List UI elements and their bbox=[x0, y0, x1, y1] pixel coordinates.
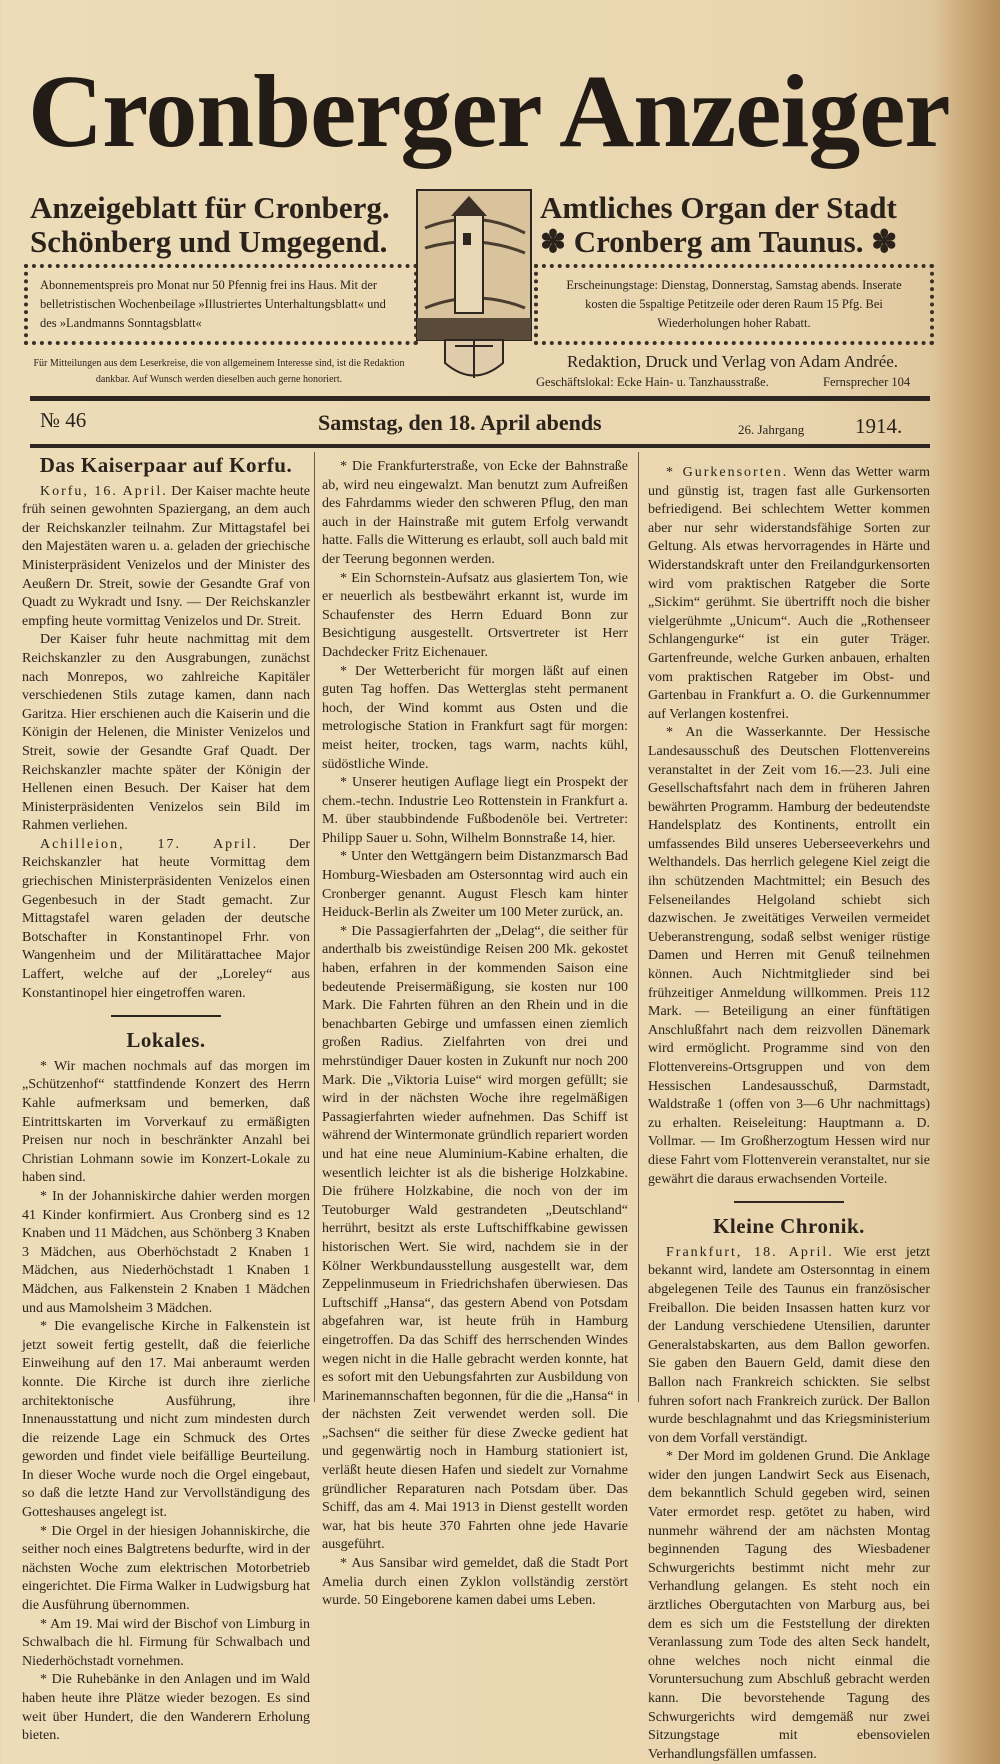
subtitle-left-1: Anzeigeblatt für Cronberg. bbox=[30, 190, 390, 225]
column-3 bbox=[648, 464, 930, 1764]
paragraph: * Die Passagierfahrten der „Delag“, die seither für anderthalb bis zweistündige Reisen 200 Mk. gekostet haben, erfahren in der kommenden Saison eine bedeutende Preisermäßigung, sie kosten nur 100 Mark. Die Fahrten führen an den Rhein und in die benachbarten Gebirge und umfassen einen ziemlich großen Radius. Zielfahrten von drei und mehrstündiger Dauer kosten in Zukunft nur noch 200 Mark. Die „Viktoria Luise“ wird morgen gefüllt; sie wird in der nächsten Woche ihre regelmäßigen Passagierfahrten wieder aufnehmen. Das Schiff ist während der Wintermonate gründlich repariert worden und hat eine neue Aluminium-Kabine erhalten, die wesentlich leichter ist als die bisherige Holzkabine. Die frühere Holzkabine, die noch von der im Teutoburger Wald gestrandeten „Deutschland“ herrührt, besitzt als erste Luftschiffkabine gewissen historischen Wert. Sie wird, nachdem sie in der Kölner Werkbundausstellung ausgestellt war, dem Zeppelinmuseum in Friedrichshafen überwiesen. Das Luftschiff „Hansa“, das gestern Abend von Potsdam abgefahren war, ist heute früh in Hamburg eingetroffen. Da das Schiff des herrschenden Windes wegen nicht in die Halle gebracht werden konnte, hat es sofort mit den Uebungsfahrten zur Ausbildung von Marinemannschaften begonnen, für die die „Hansa“ in der nächsten Zeit verwendet werden soll. Die „Sachsen“ die seither für diese Zwecke gedient hat und gegenwärtig noch in Hamburg stationiert ist, verläßt heute diesen Hafen und siedelt zur Vornahme gründlicher Reparaturen nach Potsdam über. Das Schiff, das am 4. Mai 1913 in Dienst gestellt worden war, hat bis heute 370 Fahrten ohne jede Havarie ausgeführt. bbox=[322, 923, 628, 1553]
paragraph: * Ein Schornstein-Aufsatz aus glasiertem Ton, wie er neuerlich als bestbewährt erkannt ist, wurde im Schaufenster des Herrn Eduard Bonn zur Besichtigung ausgestellt. Ortsvertreter ist Herr Dachdecker Fritz Eichenauer. bbox=[322, 570, 628, 660]
paragraph-text: Der Reichskanzler hat heute Vormittag dem griechischen Ministerpräsidenten Venizelos einen Gegenbesuch in der Stadt gemacht. Zur Mittagstafel waren geladen der deutsche Botschafter in Konstantinopel Frhr. von Wangenheim und der Militärattachee Major Laffert, welche auf der „Loreley“ aus Konstantinopel hier eingetroffen waren. bbox=[22, 836, 310, 1001]
paragraph-text: Wenn das Wetter warm und günstig ist, tragen fast alle Gurkensorten befriedigend. Bei schlechtem Wetter kommen aber nur sehr widerstandsfähige Sorten zur Geltung. Als etwas hervorragendes in Härte und Widerstandskraft unter den Freilandgurkensorten wird vom praktischen Ratgeber die Sorte „Sickim“ gerühmt. Sie übertrifft noch die bisher vielgerühmte „Unicum“. Auch die „Rothenseer Schlangengurke“ ist ein guter Träger. Gartenfreunde, welche Gurken anbauen, erhalten vom praktischen Ratgeber im Obst- und Gartenbau in Frankfurt a. O. die Gurkennummer auf Verlangen kostenfrei. bbox=[648, 465, 931, 722]
column-1 bbox=[22, 452, 310, 1746]
paragraph: * Die evangelische Kirche in Falkenstein ist jetzt soweit fertig gestellt, daß die feierliche Einweihung auf den 17. Mai anberaumt werden konnte. Die Kirche ist durch ihre zierliche architektonische Ausführung, ihre Innenausstattung und nicht zum mindesten durch die reizende Lage ein Schmuck des Ortes geworden und findet viele beifällige Beurteilung. In dieser Woche wurde noch die Orgel eingebaut, so daß die letzte Hand zur Vervollständigung des Gotteshauses angelegt ist. bbox=[22, 1319, 310, 1521]
paragraph: * Aus Sansibar wird gemeldet, daß die Stadt Port Amelia durch einen Zyklon vollständig zerstört wurde. 50 Eingeborene kamen dabei ums Leben. bbox=[322, 1556, 628, 1609]
dateline: Korfu, 16. April. bbox=[40, 483, 168, 499]
dateline: Frankfurt, 18. April. bbox=[666, 1244, 834, 1260]
paragraph: * Unserer heutigen Auflage liegt ein Prospekt der chem.-techn. Industrie Leo Rottenstein in Frankfurt a. M. über staubbindende Fußbodenöle bei. Vertreter: Philipp Sauer u. Sohn, Wilhelm Bonnstraße 14, hier. bbox=[322, 775, 628, 846]
column-divider bbox=[314, 452, 315, 1402]
item-title: * Gurkensorten. bbox=[666, 465, 789, 480]
paragraph bbox=[22, 483, 310, 632]
item-title: * An die Wasserkannte. bbox=[666, 725, 827, 741]
paragraph bbox=[648, 1244, 930, 1449]
subtitle-right-1: Amtliches Organ der Stadt bbox=[540, 190, 897, 225]
article-heading: Das Kaiserpaar auf Korfu. bbox=[39, 453, 293, 477]
publication-info-text: Erscheinungstage: Dienstag, Donnerstag, Samstag abends. Inserate kosten die 5spaltige Petitzeile oder deren Raum 15 Pfg. Bei Wiederholungen hoher Rabatt. bbox=[566, 278, 902, 330]
paragraph-text: Der Hessische Landesausschuß des Deutschen Flottenvereins veranstaltet in der Zeit vom 16.—23. Juli eine Gesellschaftsfahrt nach dem in früheren Jahren bewährten Programm. Hamburg der bedeutendste Handelsplatz des Kontinents, entrollt ein umfassendes Bild unseres Ueberseeverkehrs und Welthandels. Das herrlich gelegene Kiel zeigt die ihn schützenden Machtmittel; ein Besuch des Felseneilandes Helgoland schiebt sich dazwischen. Je zweitätiges Verweilen vermeidet Ueberanstrengung, sodaß selbst weniger rüstige Damen und Herren mit Genuß teilnehmen können. Auch Nichtmitglieder sind bei frühzeitiger Anmeldung willkommen. Preis 112 Mark. — Beteiligung an einer fünftätigen Anschlußfahrt nach dem reizvollen Dänemark wird ermöglicht. Programme sind von den Flottenvereins-Ortsgruppen und von dem Hessischen Landesausschuß, Darmstadt, Waldstraße 1 (offen von 3—6 Uhr nachmittags) zu erhalten. Reiseleitung: Hauptmann a. D. Vollmar. — Im Großherzogtum Hessen wird nur diese Fahrt vom Flottenverein veranstaltet, nur sie gewährt die daraus erwachsenden Vorteile. bbox=[648, 725, 930, 1187]
issue-year: 1914. bbox=[855, 414, 903, 438]
paragraph bbox=[22, 631, 310, 836]
paragraph bbox=[648, 464, 930, 724]
paragraph bbox=[648, 724, 930, 1189]
issue-volume: 26. Jahrgang bbox=[738, 422, 805, 437]
publisher-line: Redaktion, Druck und Verlag von Adam Andrée. bbox=[566, 352, 899, 371]
column-2 bbox=[322, 458, 628, 1611]
paragraph-text: Der Kaiser machte heute früh seinen gewohnten Spaziergang, an dem auch der Reichskanzler teilnahm. Zur Mittagstafel bei den Majestäten waren u. a. geladen der griechische Ministerpräsident Venizelos und der Minister des Aeußern Dr. Streit, sowie der Gesandte Graf von Quadt zu Wykradt und Isny. — Der Reichskanzler empfing heute vormittag Venizelos und Dr. Streit. bbox=[22, 483, 311, 629]
paragraph: * Am 19. Mai wird der Bischof von Limburg in Schwalbach die hl. Firmung für Schwalbach und Niederhöchstadt vornehmen. bbox=[22, 1616, 310, 1669]
header-rule-top bbox=[30, 396, 930, 401]
dateline: Achilleion, 17. April. bbox=[40, 836, 259, 852]
reader-note: Für Mitteilungen aus dem Leserkreise, die von allgemeinem Interesse sind, ist die Redaktion dankbar. Auf Wunsch werden dieselben auch gerne honoriert. bbox=[33, 358, 405, 385]
paragraph: * In der Johanniskirche dahier werden morgen 41 Kinder konfirmiert. Aus Cronberg sind es 12 Knaben und 11 Mädchen, aus Schönberg 3 Knaben 3 Mädchen, aus Oberhöchstadt 2 Knaben 1 Mädchen, aus Niederhöchstadt 1 Knaben 1 Mädchen, aus Falkenstein 2 Knaben 1 Mädchen und aus Mamolsheim 3 Mädchen. bbox=[22, 1188, 310, 1316]
issue-date: Samstag, den 18. April abends bbox=[318, 410, 602, 435]
subtitle-right-2: ✽ Cronberg am Taunus. ✽ bbox=[540, 224, 898, 259]
column-divider bbox=[638, 452, 639, 1402]
office-address: Geschäftslokal: Ecke Hain- u. Tanzhausstraße. bbox=[536, 375, 769, 389]
subtitle-left-2: Schönberg und Umgegend. bbox=[30, 224, 388, 259]
paragraph: * Die Orgel in der hiesigen Johanniskirche, die seither noch eines Balgtretens bedurfte, wird in der nächsten Woche zum elektrischen Motorbetrieb eingerichtet. Die Firma Walker in Ludwigsburg hat die Ausführung übernommen. bbox=[22, 1523, 310, 1614]
paragraph: * Der Wetterbericht für morgen läßt auf einen guten Tag hoffen. Das Wetterglas steht permanent hoch, der Wind kommt aus Osten und die metrologische Station in Frankfurt sagt für morgen: meist heiter, trocken, tags warm, nachts kühl, südöstliche Winde. bbox=[322, 663, 628, 772]
issue-number: № 46 bbox=[40, 408, 87, 432]
paragraph: * Die Frankfurterstraße, von Ecke der Bahnstraße ab, wird neu eingewalzt. Man benutzt zum Aufreißen des Fahrdamms wieder den schweren Pflug, den man auch in der Hainstraße mit gutem Erfolg verwandt hatte. Falls die Witterung es erlaubt, soll auch bald mit der Teerung begonnen werden. bbox=[322, 459, 628, 567]
paragraph bbox=[648, 1448, 930, 1764]
paragraph bbox=[22, 836, 310, 1003]
paragraph-text: * Der Mord im goldenen Grund. Die Anklage wider den jungen Landwirt Seck aus Eisenach, dem bekanntlich Schuld gegeben wird, seinen Vater ermordet resp. getötet zu haben, wird nunmehr während der am nächsten Montag beginnenden Tagung des Wiesbadener Schwurgerichts bestimmt nicht mehr zur Verhandlung gelangen. Es steht noch ein ärztliches Obergutachten von Marburg aus, bei dem es sich um die Feststellung der direkten Veranlassung zum Tode des alten Seck handelt, ohne welches noch nicht einmal die Voruntersuchung zum Abschluß gebracht werden kann. Die bevorstehende Tagung des Schwurgerichts wird demgemäß nur zwei Sitzungstage mit ebensovielen Verhandlungsfällen umfassen. bbox=[648, 1449, 930, 1762]
paragraph: * Die Ruhebänke in den Anlagen und im Wald haben heute ihre Plätze wieder bezogen. Es sind weit über Hundert, die den Wanderern Erholung bieten. bbox=[22, 1672, 310, 1744]
section-heading: Kleine Chronik. bbox=[713, 1214, 865, 1239]
paragraph: * Unter den Wettgängern beim Distanzmarsch Bad Homburg-Wiesbaden am Ostersonntag wird auch ein Cronberger genannt. August Flesch kam hinter Heiduck-Berlin als Zweiter um 100 Meter zurück, an. bbox=[322, 849, 628, 921]
section-divider bbox=[111, 1015, 221, 1017]
paragraph-text: Wie erst jetzt bekannt wird, landete am Ostersonntag in einem abgelegenen Teile des Taunus ein französischer Freiballon. Die beiden Insassen hatten kurz vor der Landung verschiedene Utensilien, darunter Generalstabskarten, aus dem Ballon geworfen. Sie gaben den Bauern Geld, damit diese den Ballon nach Frankreich schickten. Sie selbst fuhren sofort nach Frankreich zurück. Der Ballon wurde beschlagnahmt und das Kriegsministerium von dem Vorfall verständigt. bbox=[648, 1244, 930, 1446]
paragraph-text: Der Kaiser fuhr heute nachmittag mit dem Reichskanzler zu den Ausgrabungen, zunächst nach Monrepos, wo zahlreiche Kapitäler verschiedenen Stils zutage kamen, dann nach Garitza. Hier erschienen auch die Kaiserin und die Königin der Helenen, die Minister Venizelos und Streit, sowie der Gesandte Graf Quadt. Der Reichskanzler machte später der Königin der Hellenen einen Besuch. Der Kaiser hat dem Ministerpräsidenten Venizelos sein Bild im Rahmen verliehen. bbox=[22, 632, 310, 834]
newspaper-title: Cronberger Anzeiger bbox=[28, 54, 950, 169]
section-divider bbox=[734, 1201, 844, 1203]
town-tower-illustration bbox=[415, 188, 533, 388]
publication-info-box bbox=[534, 264, 934, 345]
subscription-box bbox=[24, 264, 418, 345]
section-heading: Lokales. bbox=[126, 1028, 206, 1053]
header-rule-bottom bbox=[30, 444, 930, 448]
phone-number: Fernsprecher 104 bbox=[823, 375, 911, 389]
subscription-text: Abonnementspreis pro Monat nur 50 Pfennig frei ins Haus. Mit der belletristischen Wochenbeilage »Illustriertes Unterhaltungsblatt« und des »Landmanns Sonntagsblatt« bbox=[40, 278, 386, 330]
paragraph: * Wir machen nochmals auf das morgen im „Schützenhof“ stattfindende Konzert des Herrn Kahle aufmerksam und bemerken, daß Eintrittskarten im Vorverkauf zu ermäßigten Preisen nur noch in beschränkter Anzahl bei Christian Lohmann sowie im Konzert-Lokale zu haben sind. bbox=[22, 1058, 310, 1186]
